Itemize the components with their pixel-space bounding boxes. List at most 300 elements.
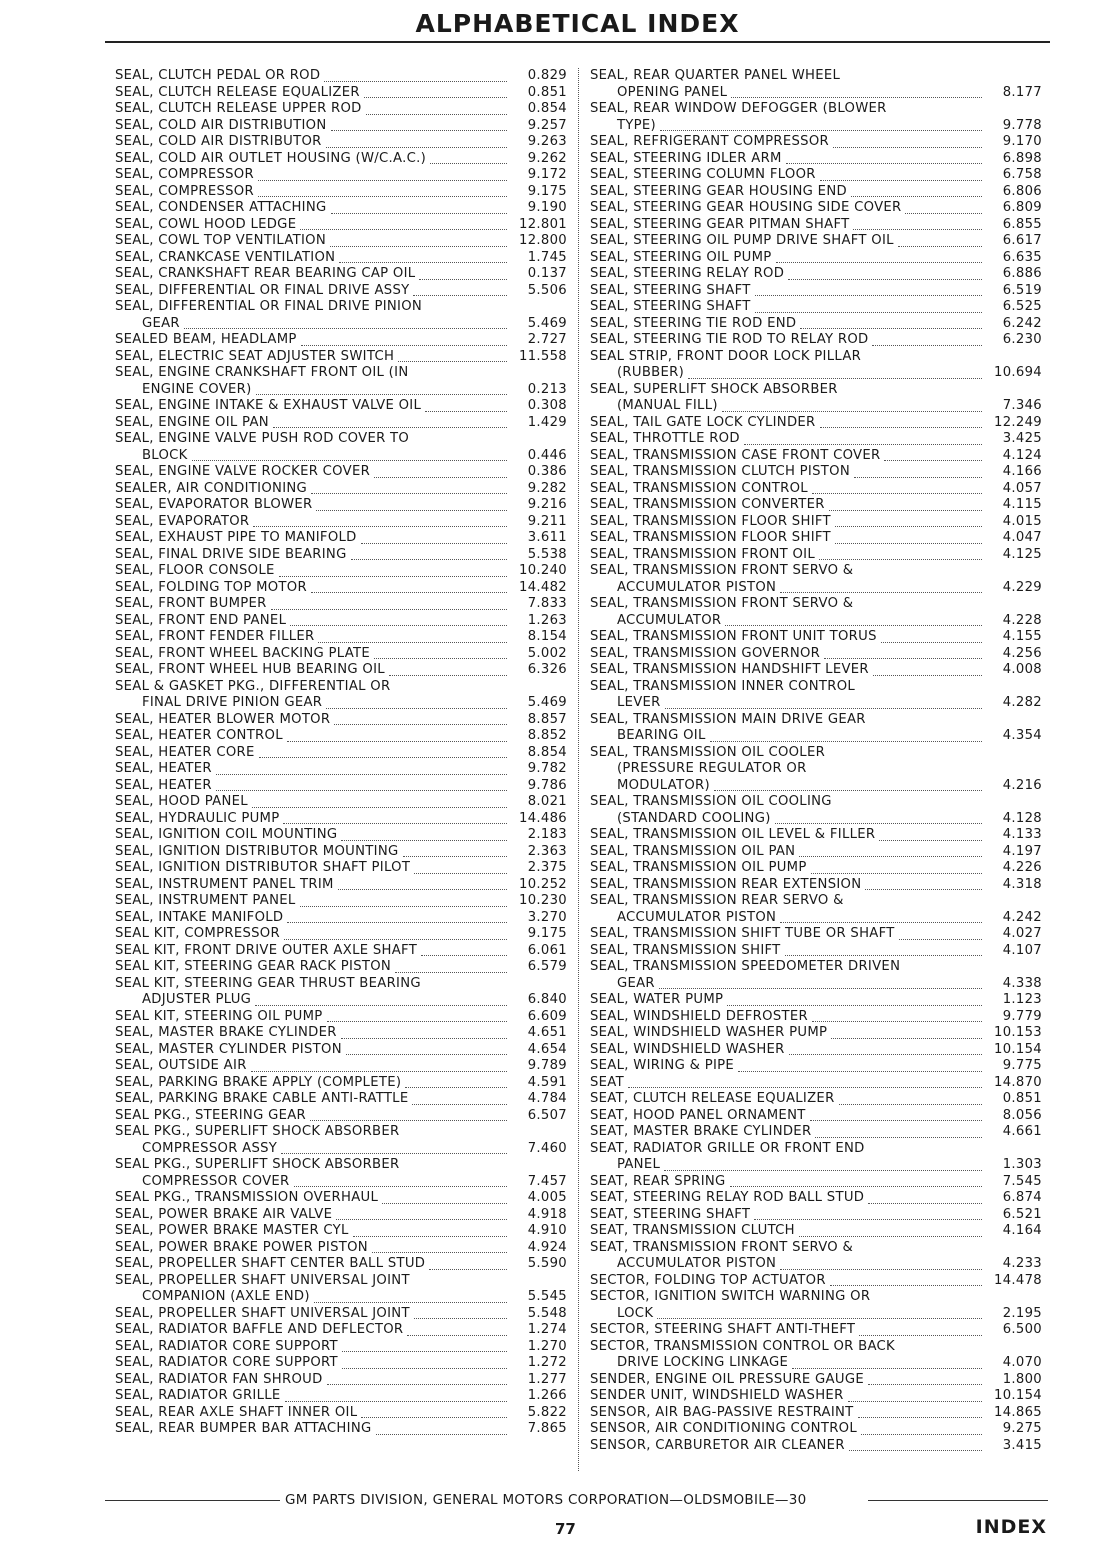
leader-dots	[829, 510, 982, 511]
index-entry	[590, 283, 1042, 300]
index-entry	[590, 1009, 1042, 1026]
entry-reference: 4.338	[1002, 975, 1042, 991]
entry-description: SEAL, TRANSMISSION FRONT UNIT TORUS	[590, 629, 877, 644]
leader-dots	[364, 97, 507, 98]
entry-reference: 3.611	[527, 530, 567, 545]
leader-dots	[865, 889, 982, 890]
entry-reference: 4.228	[1002, 612, 1042, 628]
index-entry	[590, 827, 1042, 844]
entry-description: SEAL, TRANSMISSION INNER CONTROL LEVER	[590, 678, 856, 710]
entry-reference: 4.133	[1002, 827, 1042, 842]
entry-reference: 7.460	[527, 1140, 567, 1156]
entry-reference: 3.270	[527, 909, 567, 925]
leader-dots	[346, 1054, 507, 1055]
entry-reference: 5.545	[527, 1289, 567, 1304]
index-entry	[115, 613, 567, 630]
leader-dots	[259, 757, 507, 758]
entry-description: SEAL, POWER BRAKE POWER PISTON	[115, 1239, 368, 1255]
index-entry	[590, 68, 1042, 101]
leader-dots	[271, 609, 507, 610]
leader-dots	[374, 477, 507, 478]
leader-dots	[403, 856, 507, 857]
entry-description: SEAL, ENGINE INTAKE & EXHAUST VALVE OIL	[115, 398, 422, 413]
entry-reference: 8.056	[1002, 1107, 1042, 1123]
entry-description: SEAL, COWL HOOD LEDGE	[115, 216, 297, 232]
leader-dots	[412, 1104, 507, 1105]
index-entry	[115, 514, 567, 531]
entry-reference: 0.213	[527, 381, 567, 397]
entry-description: SEAL, STEERING OIL PUMP	[590, 249, 772, 265]
leader-dots	[258, 196, 507, 197]
index-entry	[115, 827, 567, 844]
entry-description: SEAL, MASTER BRAKE CYLINDER	[115, 1025, 337, 1040]
index-entry	[590, 184, 1042, 201]
entry-description: SEAL, REAR WINDOW DEFOGGER (BLOWER TYPE)	[590, 101, 887, 133]
entry-reference: 4.070	[1002, 1355, 1042, 1370]
entry-description: SEAL, WATER PUMP	[590, 992, 724, 1007]
entry-description: SEAL, TRANSMISSION CLUTCH PISTON	[590, 464, 850, 479]
index-entry	[115, 1223, 567, 1240]
entry-description: SEAL, STEERING OIL PUMP DRIVE SHAFT OIL	[590, 233, 894, 248]
entry-description: SEAL, COMPRESSOR	[115, 167, 254, 182]
leader-dots	[419, 279, 507, 280]
index-entry	[590, 530, 1042, 547]
index-entry	[590, 662, 1042, 679]
leader-dots	[730, 1186, 982, 1187]
entry-reference: 1.303	[1002, 1157, 1042, 1172]
entry-reference: 6.230	[1002, 332, 1042, 347]
entry-reference: 7.865	[527, 1421, 567, 1436]
index-entry	[115, 1322, 567, 1339]
entry-reference: 6.242	[1002, 315, 1042, 331]
leader-dots	[425, 411, 507, 412]
leader-dots	[824, 658, 982, 659]
leader-dots	[430, 163, 507, 164]
entry-reference: 4.216	[1002, 777, 1042, 793]
index-entry	[115, 1108, 567, 1125]
entry-description: SEAL, FRONT FENDER FILLER	[115, 629, 315, 644]
index-entry	[590, 431, 1042, 448]
index-entry	[590, 893, 1042, 926]
entry-reference: 5.469	[527, 315, 567, 331]
entry-description: SEAL, REAR AXLE SHAFT INNER OIL	[115, 1404, 358, 1420]
leader-dots	[775, 823, 982, 824]
entry-description: SEAL, STEERING RELAY ROD	[590, 266, 785, 281]
entry-description: SEAL, TRANSMISSION SHIFT	[590, 942, 781, 958]
entry-reference: 1.745	[527, 249, 567, 265]
entry-reference: 5.822	[527, 1404, 567, 1420]
entry-description: SEAL, TRANSMISSION SPEEDOMETER DRIVEN GEAR	[590, 959, 901, 991]
entry-reference: 8.177	[1002, 84, 1042, 100]
index-entry	[590, 679, 1042, 712]
entry-reference: 0.854	[527, 101, 567, 116]
entry-reference: 2.363	[527, 843, 567, 859]
index-entry	[590, 959, 1042, 992]
entry-reference: 9.778	[1002, 117, 1042, 133]
index-entry	[590, 1075, 1042, 1092]
entry-description: SEAL, STEERING GEAR PITMAN SHAFT	[590, 216, 850, 232]
entry-description: SEAL, HYDRAULIC PUMP	[115, 810, 280, 826]
entry-reference: 5.590	[527, 1256, 567, 1271]
leader-dots	[279, 576, 507, 577]
entry-reference: 4.661	[1002, 1124, 1042, 1139]
index-entry	[590, 629, 1042, 646]
entry-description: SEAL, WIRING & PIPE	[590, 1058, 735, 1073]
entry-reference: 4.155	[1002, 629, 1042, 644]
entry-description: SEAL, ENGINE OIL PAN	[115, 414, 269, 430]
entry-reference: 4.784	[527, 1091, 567, 1106]
entry-reference: 6.061	[527, 942, 567, 958]
index-entry	[115, 1157, 567, 1190]
entry-description: SEALER, AIR CONDITIONING	[115, 480, 308, 496]
leader-dots	[780, 922, 982, 923]
entry-description: SEAL, MASTER CYLINDER PISTON	[115, 1041, 342, 1057]
leader-dots	[334, 724, 507, 725]
leader-dots	[287, 922, 507, 923]
index-entry	[590, 1322, 1042, 1339]
entry-reference: 9.782	[527, 761, 567, 776]
leader-dots	[341, 840, 507, 841]
entry-reference: 1.272	[527, 1355, 567, 1370]
entry-reference: 1.429	[527, 414, 567, 430]
entry-reference: 4.008	[1002, 662, 1042, 677]
leader-dots	[374, 658, 507, 659]
leader-dots	[351, 559, 507, 560]
index-entry	[115, 365, 567, 398]
entry-reference: 5.538	[527, 546, 567, 562]
leader-dots	[421, 955, 507, 956]
index-entry	[115, 893, 567, 910]
entry-reference: 0.137	[527, 266, 567, 281]
leader-dots	[366, 114, 507, 115]
entry-description: SEAL, COMPRESSOR	[115, 183, 254, 199]
leader-dots	[341, 1038, 507, 1039]
entry-reference: 2.375	[527, 860, 567, 875]
index-entry	[115, 497, 567, 514]
entry-reference: 1.274	[527, 1322, 567, 1337]
entry-description: SEAT, MASTER BRAKE CYLINDER	[590, 1124, 812, 1139]
index-entry	[590, 712, 1042, 745]
entry-description: SEAL, TRANSMISSION GOVERNOR	[590, 645, 821, 661]
entry-description: SEAL, TRANSMISSION CONTROL	[590, 480, 808, 496]
leader-dots	[780, 1269, 982, 1270]
index-entry	[115, 1421, 567, 1438]
leader-dots	[810, 1120, 982, 1121]
entry-reference: 6.579	[527, 959, 567, 974]
index-entry	[115, 844, 567, 861]
leader-dots	[755, 295, 982, 296]
index-entry	[115, 151, 567, 168]
entry-reference: 3.425	[1002, 431, 1042, 446]
entry-description: SEAL, CLUTCH PEDAL OR ROD	[115, 68, 321, 83]
leader-dots	[376, 1434, 507, 1435]
index-entry	[590, 860, 1042, 877]
entry-description: SEAT, STEERING RELAY ROD BALL STUD	[590, 1190, 865, 1205]
leader-dots	[800, 328, 982, 329]
index-entry	[115, 1124, 567, 1157]
entry-description: SEAL, HOOD PANEL	[115, 794, 248, 809]
entry-description: SEAL PKG., SUPERLIFT SHOCK ABSORBER COMPRESSOR ASSY	[115, 1124, 400, 1156]
entry-reference: 9.172	[527, 167, 567, 182]
index-entry	[115, 877, 567, 894]
entry-reference: 8.854	[527, 744, 567, 760]
index-entry	[590, 1223, 1042, 1240]
entry-description: SEAL, FINAL DRIVE SIDE BEARING	[115, 546, 347, 562]
index-entry	[590, 844, 1042, 861]
index-entry	[115, 167, 567, 184]
index-entry	[590, 1339, 1042, 1372]
leader-dots	[407, 1335, 507, 1336]
entry-description: SEAL, PROPELLER SHAFT UNIVERSAL JOINT COMPANION (AXLE END)	[115, 1272, 410, 1304]
leader-dots	[290, 625, 507, 626]
leader-dots	[258, 180, 507, 181]
entry-reference: 4.924	[527, 1239, 567, 1255]
entry-description: SEAL, OUTSIDE AIR	[115, 1058, 247, 1073]
entry-description: SEAT, REAR SPRING	[590, 1173, 726, 1189]
leader-dots	[382, 1203, 507, 1204]
index-entry	[115, 943, 567, 960]
leader-dots	[310, 1120, 507, 1121]
entry-reference: 9.789	[527, 1058, 567, 1073]
entry-reference: 11.558	[519, 348, 567, 364]
index-entry	[590, 464, 1042, 481]
leader-dots	[339, 262, 507, 263]
leader-dots	[780, 592, 982, 593]
entry-reference: 1.263	[527, 612, 567, 628]
leader-dots	[256, 394, 507, 395]
entry-reference: 9.216	[527, 497, 567, 512]
leader-dots	[414, 1318, 507, 1319]
index-entry	[115, 712, 567, 729]
entry-reference: 2.183	[527, 827, 567, 842]
leader-dots	[688, 378, 982, 379]
page-number: 77	[555, 1520, 576, 1538]
entry-description: SEAL, FOLDING TOP MOTOR	[115, 579, 307, 595]
leader-dots	[861, 1434, 982, 1435]
leader-dots	[755, 312, 982, 313]
entry-description: SEAL, POWER BRAKE MASTER CYL	[115, 1223, 349, 1238]
index-entry	[115, 662, 567, 679]
index-entry	[590, 596, 1042, 629]
entry-description: SEAL, PROPELLER SHAFT CENTER BALL STUD	[115, 1256, 426, 1271]
leader-dots	[327, 1021, 507, 1022]
leader-dots	[216, 774, 507, 775]
entry-description: SEAL, TRANSMISSION FLOOR SHIFT	[590, 530, 831, 545]
index-entry	[590, 563, 1042, 596]
entry-description: SEAL, TRANSMISSION OIL LEVEL & FILLER	[590, 827, 876, 842]
entry-description: SEAL, CLUTCH RELEASE EQUALIZER	[115, 84, 360, 100]
entry-description: SEALED BEAM, HEADLAMP	[115, 332, 297, 347]
entry-reference: 4.226	[1002, 860, 1042, 875]
entry-reference: 1.123	[1002, 992, 1042, 1007]
entry-reference: 6.886	[1002, 266, 1042, 281]
leader-dots	[657, 1318, 982, 1319]
leader-dots	[342, 1351, 507, 1352]
entry-reference: 6.874	[1002, 1190, 1042, 1205]
index-entry	[115, 184, 567, 201]
entry-description: SEAL, FRONT WHEEL HUB BEARING OIL	[115, 662, 385, 677]
entry-description: SEAL, ELECTRIC SEAT ADJUSTER SWITCH	[115, 348, 395, 364]
leader-dots	[300, 229, 507, 230]
index-entry	[115, 778, 567, 795]
entry-description: SENSOR, AIR BAG-PASSIVE RESTRAINT	[590, 1404, 854, 1420]
index-entry	[590, 1405, 1042, 1422]
entry-description: SEAL, DIFFERENTIAL OR FINAL DRIVE PINION GEAR	[115, 299, 423, 331]
index-entry	[115, 299, 567, 332]
entry-description: SEAL STRIP, FRONT DOOR LOCK PILLAR (RUBBER)	[590, 348, 862, 380]
index-entry	[115, 1372, 567, 1389]
index-entry	[590, 448, 1042, 465]
entry-reference: 9.262	[527, 150, 567, 166]
entry-reference: 4.591	[527, 1074, 567, 1090]
entry-reference: 0.308	[527, 398, 567, 413]
entry-reference: 6.758	[1002, 167, 1042, 182]
entry-reference: 6.840	[527, 992, 567, 1007]
leader-dots	[789, 1054, 982, 1055]
entry-reference: 10.154	[994, 1041, 1042, 1057]
index-entry	[590, 1042, 1042, 1059]
entry-reference: 7.346	[1002, 398, 1042, 413]
leader-dots	[273, 427, 507, 428]
index-entry	[115, 68, 567, 85]
leader-dots	[253, 526, 507, 527]
leader-dots	[429, 1269, 507, 1270]
entry-reference: 6.525	[1002, 299, 1042, 314]
leader-dots	[819, 559, 982, 560]
index-entry	[590, 415, 1042, 432]
entry-description: SEAL, TRANSMISSION CONVERTER	[590, 497, 825, 512]
entry-description: SEAL, TRANSMISSION MAIN DRIVE GEAR BEARING OIL	[590, 711, 866, 743]
entry-reference: 0.446	[527, 447, 567, 463]
entry-reference: 14.482	[519, 579, 567, 595]
index-entry	[590, 1273, 1042, 1290]
index-entry	[115, 1091, 567, 1108]
entry-description: SEAL, WINDSHIELD WASHER	[590, 1041, 785, 1057]
entry-description: SENSOR, AIR CONDITIONING CONTROL	[590, 1421, 857, 1436]
entry-reference: 0.386	[527, 464, 567, 479]
entry-reference: 14.870	[994, 1074, 1042, 1090]
leader-dots	[873, 675, 982, 676]
index-entry	[115, 85, 567, 102]
leader-dots	[628, 1087, 982, 1088]
entry-description: SEAL, RADIATOR BAFFLE AND DEFLECTOR	[115, 1322, 404, 1337]
entry-description: SEAL, STEERING IDLER ARM	[590, 150, 782, 166]
leader-dots	[754, 1219, 982, 1220]
leader-dots	[868, 1203, 982, 1204]
leader-dots	[710, 741, 982, 742]
index-entry	[115, 200, 567, 217]
index-entry	[590, 992, 1042, 1009]
leader-dots	[854, 477, 982, 478]
index-entry	[115, 761, 567, 778]
leader-dots	[405, 1087, 507, 1088]
leader-dots	[788, 279, 982, 280]
entry-description: SEAL, CLUTCH RELEASE UPPER ROD	[115, 101, 362, 116]
entry-description: SEAL, FLOOR CONSOLE	[115, 563, 275, 578]
entry-description: SENDER UNIT, WINDSHIELD WASHER	[590, 1388, 844, 1403]
entry-reference: 9.775	[1002, 1058, 1042, 1073]
entry-description: SECTOR, IGNITION SWITCH WARNING OR LOCK	[590, 1289, 871, 1321]
leader-dots	[820, 427, 982, 428]
leader-dots	[301, 345, 507, 346]
leader-dots	[216, 790, 507, 791]
entry-description: SEAL, STEERING GEAR HOUSING END	[590, 183, 847, 199]
index-entry	[115, 1388, 567, 1405]
entry-reference: 6.855	[1002, 216, 1042, 232]
entry-reference: 4.229	[1002, 579, 1042, 595]
entry-description: SEAL PKG., SUPERLIFT SHOCK ABSORBER COMPRESSOR COVER	[115, 1157, 400, 1189]
entry-description: SEAL, COLD AIR DISTRIBUTION	[115, 117, 327, 133]
entry-description: SEAL, TRANSMISSION REAR SERVO & ACCUMULATOR PISTON	[590, 893, 844, 925]
index-entry	[590, 1091, 1042, 1108]
index-entry	[115, 580, 567, 597]
index-column-left	[115, 68, 567, 1438]
index-entry	[115, 530, 567, 547]
entry-reference: 6.806	[1002, 183, 1042, 199]
entry-reference: 10.240	[519, 563, 567, 578]
entry-reference: 8.852	[527, 728, 567, 743]
entry-reference: 1.277	[527, 1371, 567, 1387]
entry-description: SEAL, IGNITION COIL MOUNTING	[115, 827, 338, 842]
entry-reference: 4.256	[1002, 645, 1042, 661]
entry-description: SENSOR, CARBURETOR AIR CLEANER	[590, 1437, 845, 1453]
entry-reference: 4.282	[1002, 695, 1042, 710]
index-entry	[115, 464, 567, 481]
leader-dots	[725, 625, 982, 626]
leader-dots	[905, 213, 982, 214]
index-entry	[590, 1289, 1042, 1322]
entry-reference: 10.694	[994, 365, 1042, 380]
entry-description: SEAL, COLD AIR OUTLET HOUSING (W/C.A.C.)	[115, 150, 427, 166]
entry-description: SEAL, RADIATOR CORE SUPPORT	[115, 1355, 338, 1370]
index-entry	[115, 217, 567, 234]
entry-description: SEAL, TRANSMISSION FRONT OIL	[590, 546, 815, 562]
entry-reference: 9.282	[527, 480, 567, 496]
leader-dots	[398, 361, 507, 362]
index-entry	[590, 1421, 1042, 1438]
entry-reference: 4.124	[1002, 447, 1042, 463]
leader-dots	[252, 807, 507, 808]
entry-reference: 6.809	[1002, 200, 1042, 215]
leader-dots	[786, 163, 982, 164]
entry-description: SEAL, REAR QUARTER PANEL WHEEL OPENING PANEL	[590, 68, 841, 100]
entry-reference: 4.057	[1002, 480, 1042, 496]
index-entry	[590, 514, 1042, 531]
entry-reference: 9.275	[1002, 1421, 1042, 1436]
index-entry	[590, 349, 1042, 382]
entry-reference: 2.727	[527, 332, 567, 347]
leader-dots	[835, 526, 982, 527]
index-entry	[115, 1405, 567, 1422]
entry-description: SEAL, INSTRUMENT PANEL	[115, 893, 296, 908]
leader-dots	[839, 1104, 982, 1105]
index-entry	[115, 134, 567, 151]
entry-reference: 10.230	[519, 893, 567, 908]
entry-description: SEAL, SUPERLIFT SHOCK ABSORBER (MANUAL FILL)	[590, 381, 838, 413]
leader-dots	[361, 1417, 507, 1418]
entry-description: SEAT, CLUTCH RELEASE EQUALIZER	[590, 1091, 835, 1106]
leader-dots	[776, 262, 982, 263]
entry-reference: 4.125	[1002, 546, 1042, 562]
index-entry	[590, 926, 1042, 943]
index-entry	[115, 679, 567, 712]
entry-reference: 3.415	[1002, 1437, 1042, 1453]
index-entry	[115, 563, 567, 580]
entry-description: SEAL, EXHAUST PIPE TO MANIFOLD	[115, 530, 357, 545]
index-entry	[115, 349, 567, 366]
entry-reference: 9.170	[1002, 134, 1042, 149]
index-entry	[115, 266, 567, 283]
